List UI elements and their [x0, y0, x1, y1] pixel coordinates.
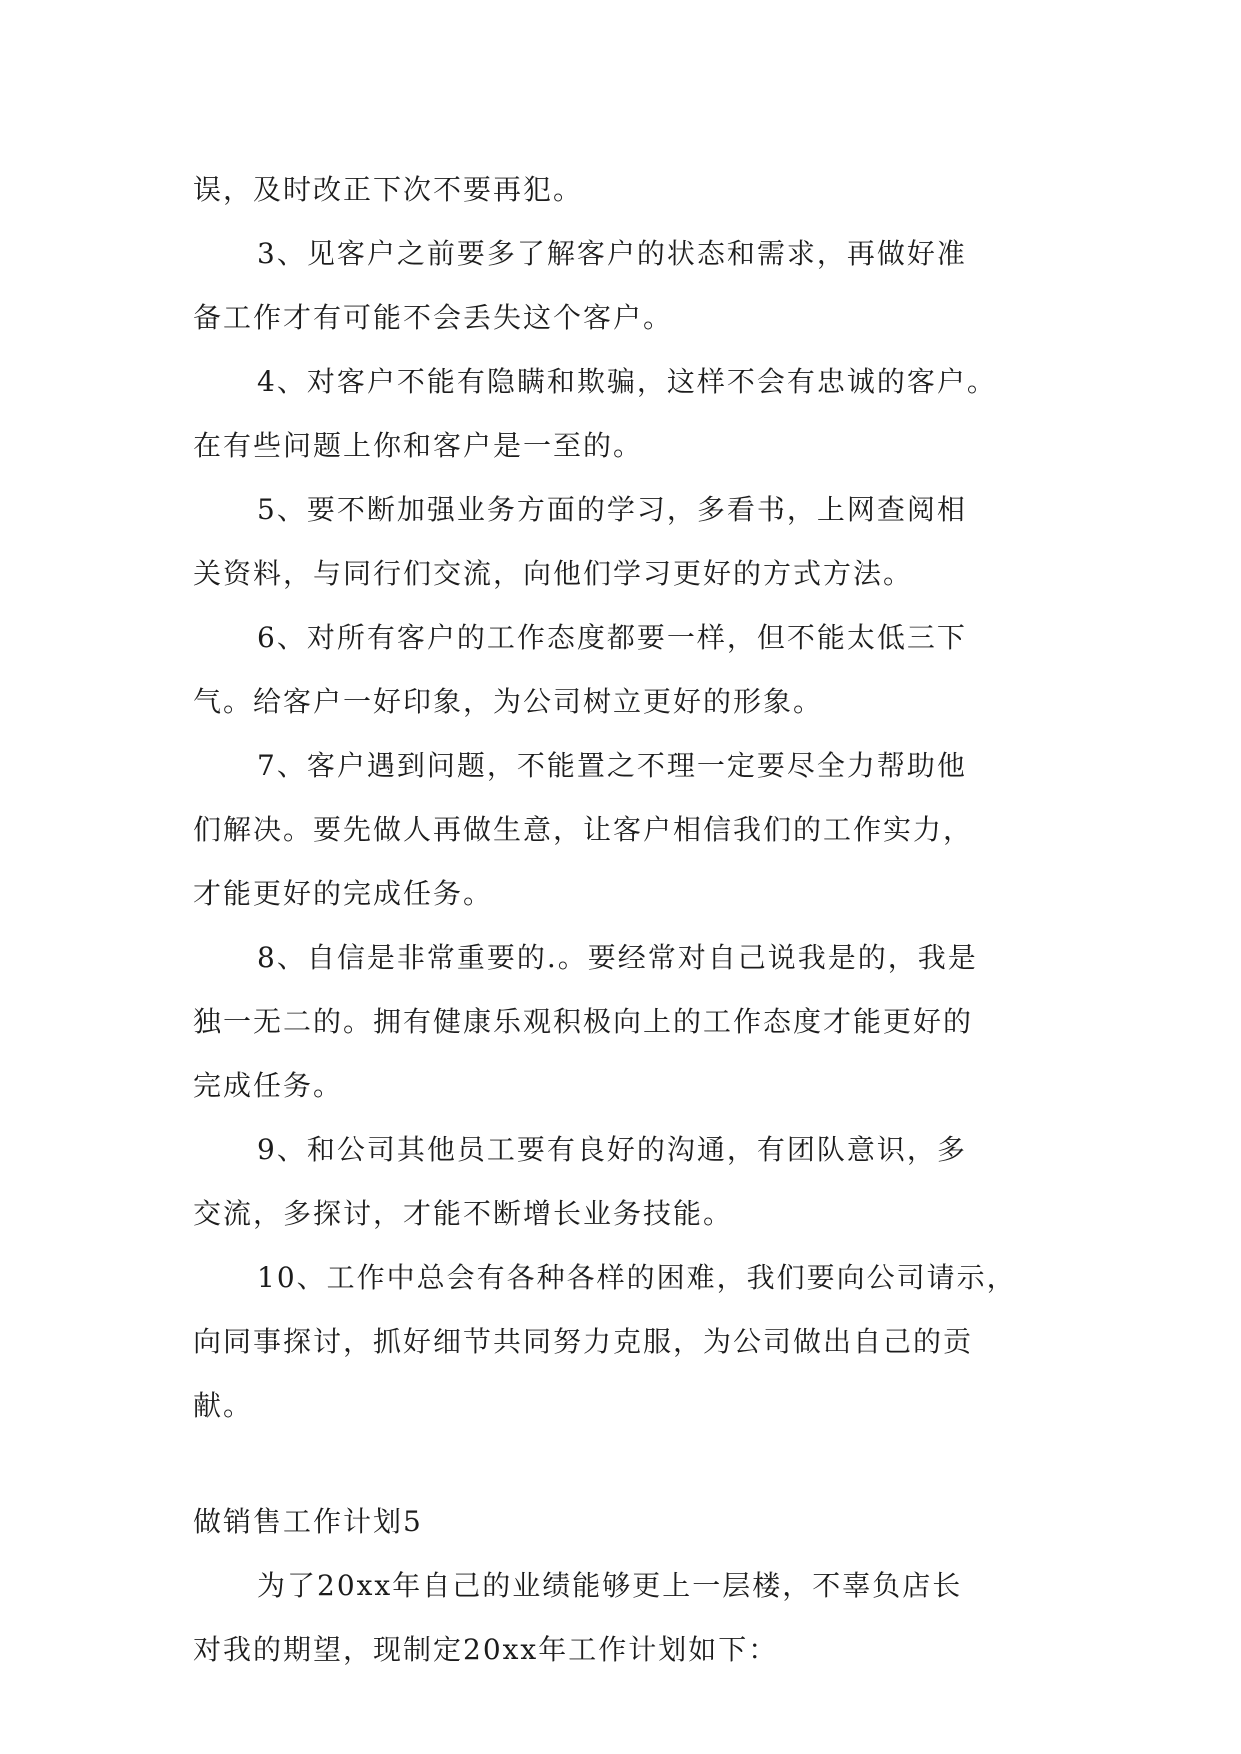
- document-body: [193, 158, 1063, 1682]
- text-line: 完成任务。: [193, 1069, 344, 1102]
- paragraph-continuation: [193, 158, 1063, 222]
- text-line: 4、对客户不能有隐瞒和欺骗，这样不会有忠诚的客户。: [257, 365, 997, 398]
- text-line: 9、和公司其他员工要有良好的沟通，有团队意识，多: [257, 1133, 967, 1166]
- text-line: 对我的期望，现制定20xx年工作计划如下：: [193, 1633, 779, 1666]
- text-line: 7、客户遇到问题，不能置之不理一定要尽全力帮助他: [257, 749, 967, 782]
- text-line: 3、见客户之前要多了解客户的状态和需求，再做好准: [257, 237, 967, 270]
- text-line: 气。给客户一好印象，为公司树立更好的形象。: [193, 685, 824, 718]
- list-item-7: [193, 734, 1063, 926]
- text-line: 才能更好的完成任务。: [193, 877, 494, 910]
- list-item-8: [193, 926, 1063, 1118]
- text-line: 误，及时改正下次不要再犯。: [193, 173, 584, 206]
- text-line: 为了20xx年自己的业绩能够更上一层楼，不辜负店长: [257, 1569, 963, 1602]
- intro-paragraph: [193, 1554, 1063, 1682]
- list-item-4: [193, 350, 1063, 478]
- text-line: 向同事探讨，抓好细节共同努力克服，为公司做出自己的贡: [193, 1325, 974, 1358]
- text-line: 们解决。要先做人再做生意，让客户相信我们的工作实力，: [193, 813, 974, 846]
- list-item-10: [193, 1246, 1063, 1438]
- text-line: 8、自信是非常重要的.。要经常对自己说我是的，我是: [257, 941, 978, 974]
- text-line: 交流，多探讨，才能不断增长业务技能。: [193, 1197, 734, 1230]
- list-item-5: [193, 478, 1063, 606]
- text-line: 5、要不断加强业务方面的学习，多看书，上网查阅相: [257, 493, 967, 526]
- text-line: 独一无二的。拥有健康乐观积极向上的工作态度才能更好的: [193, 1005, 974, 1038]
- list-item-9: [193, 1118, 1063, 1246]
- section-heading: 做销售工作计划5: [193, 1505, 423, 1538]
- text-line: 关资料，与同行们交流，向他们学习更好的方式方法。: [193, 557, 914, 590]
- list-item-6: [193, 606, 1063, 734]
- text-line: 10、工作中总会有各种各样的困难，我们要向公司请示，: [257, 1261, 1017, 1294]
- text-line: 献。: [193, 1389, 254, 1422]
- text-line: 6、对所有客户的工作态度都要一样，但不能太低三下: [257, 621, 967, 654]
- text-line: 备工作才有可能不会丢失这个客户。: [193, 301, 674, 334]
- list-item-3: [193, 222, 1063, 350]
- text-line: 在有些问题上你和客户是一至的。: [193, 429, 644, 462]
